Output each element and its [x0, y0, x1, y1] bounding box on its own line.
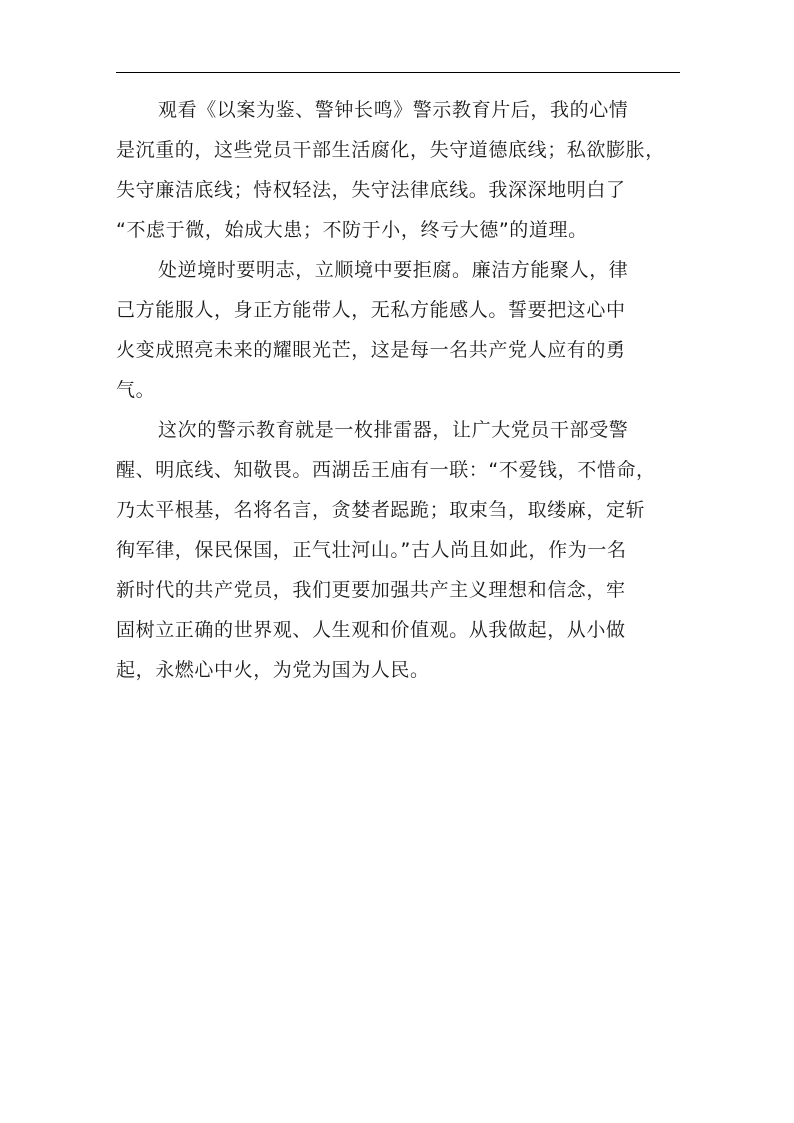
paragraph-line: 新时代的共产党员，我们更要加强共产主义理想和信念，牢: [116, 579, 626, 601]
paragraph-line: 失守廉洁底线；恃权轻法，失守法律底线。我深深地明白了: [116, 179, 626, 201]
header-rule: [116, 72, 680, 73]
paragraph-line: “不虑于微，始成大患；不防于小，终亏大德”的道理。: [116, 219, 588, 241]
paragraph-line: 起，永燃心中火，为党为国为人民。: [116, 659, 430, 681]
paragraph-2: [116, 250, 680, 410]
document-body: [116, 90, 680, 690]
paragraph-line: 醒、明底线、知敬畏。西湖岳王庙有一联：“不爱钱，不惜命，: [116, 459, 656, 481]
paragraph-line: 是沉重的，这些党员干部生活腐化，失守道德底线；私欲膨胀，: [116, 139, 665, 161]
paragraph-line: 乃太平根基，名将名言，贪婪者跽跪；取束刍，取缕麻，定斩: [116, 499, 646, 521]
paragraph-line: 火变成照亮未来的耀眼光芒，这是每一名共产党人应有的勇: [116, 339, 626, 361]
paragraph-line: 这次的警示教育就是一枚排雷器，让广大党员干部受警: [158, 419, 629, 441]
paragraph-line: 己方能服人，身正方能带人，无私方能感人。誓要把这心中: [116, 299, 626, 321]
paragraph-line: 气。: [116, 379, 156, 401]
paragraph-line: 徇军律，保民保国，正气壮河山。”古人尚且如此，作为一名: [116, 539, 627, 561]
paragraph-line: 固树立正确的世界观、人生观和价值观。从我做起，从小做: [116, 619, 626, 641]
paragraph-1: [116, 90, 680, 250]
paragraph-line: 处逆境时要明志，立顺境中要拒腐。廉洁方能聚人，律: [158, 259, 629, 281]
paragraph-3: [116, 410, 680, 690]
paragraph-line: 观看《以案为鉴、警钟长鸣》警示教育片后，我的心情: [158, 99, 629, 121]
